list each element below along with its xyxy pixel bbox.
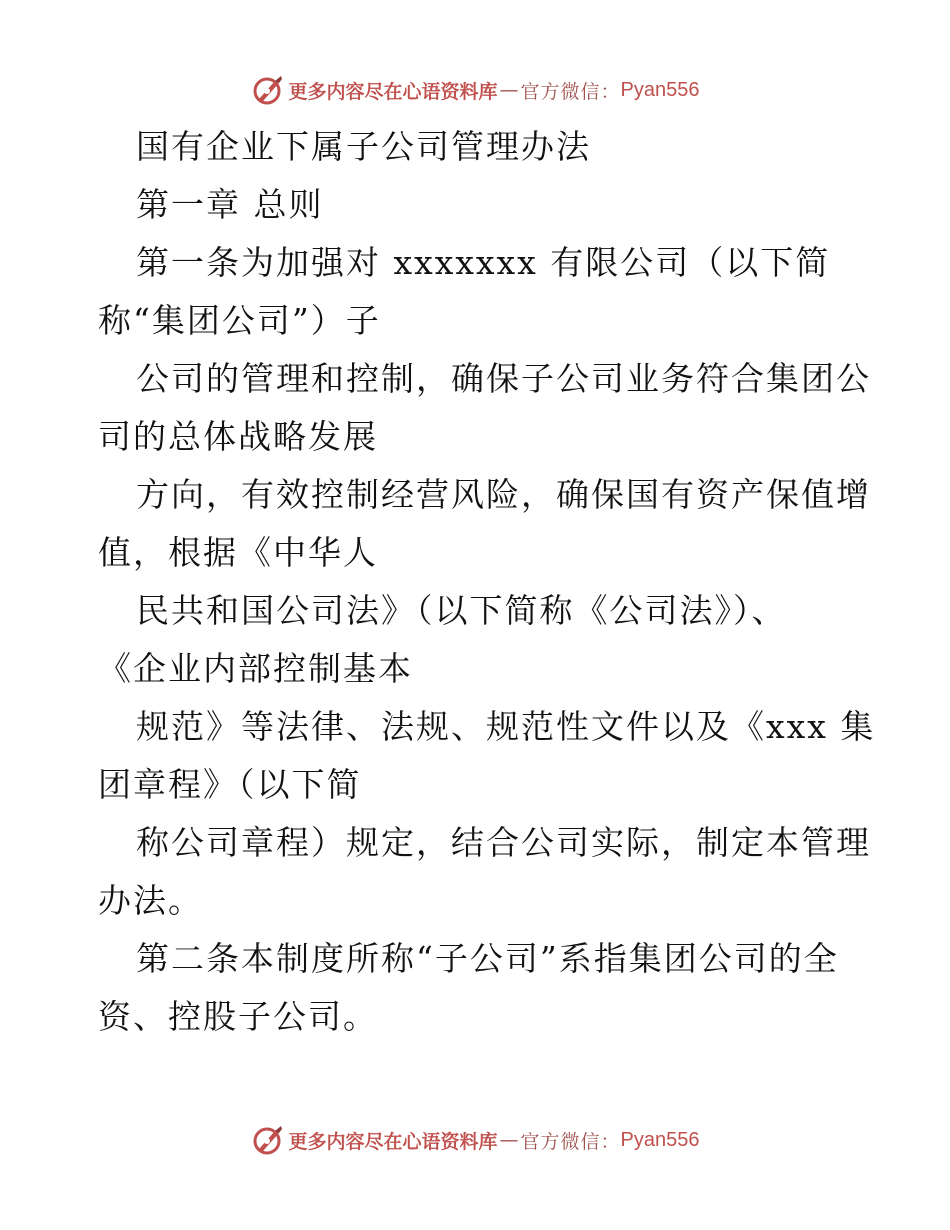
banner-slogan: 更多内容尽在心语资料库 [288,80,498,103]
doc-line: 第一条为加强对 xxxxxxx 有限公司（以下简 [136,243,831,282]
quill-logo-icon [251,73,285,107]
doc-line: 公司的管理和控制，确保子公司业务符合集团公 [136,359,871,398]
doc-line: 称公司章程）规定，结合公司实际，制定本管理 [136,823,871,862]
doc-line: 团章程》（以下简 [98,765,362,804]
banner-wechat-id: Pyan556 [620,78,700,101]
doc-line: 称“集团公司”）子 [98,301,381,340]
doc-line: 办法。 [98,881,203,920]
doc-line: 资、控股子公司。 [98,997,378,1036]
banner-dash: — [499,1129,519,1151]
doc-line: 《企业内部控制基本 [98,649,413,688]
banner-dash: — [499,79,519,101]
doc-line: 值，根据《中华人 [98,533,378,572]
banner-slogan: 更多内容尽在心语资料库 [288,1130,498,1153]
document-body [98,118,876,1046]
doc-line: 第一章 总则 [136,185,324,224]
header-banner [0,70,950,110]
banner-wechat-id: Pyan556 [620,1128,700,1151]
footer-banner [0,1120,950,1160]
doc-line: 第二条本制度所称“子公司”系指集团公司的全 [136,939,839,978]
banner-wechat-label: 官方微信： [520,1130,621,1153]
quill-logo-icon [251,1123,285,1157]
banner-wechat-label: 官方微信： [520,80,621,103]
doc-line: 民共和国公司法》（以下简称《公司法》）、 [136,591,787,630]
doc-line: 规范》等法律、法规、规范性文件以及《xxx 集 [136,707,876,746]
doc-line: 司的总体战略发展 [98,417,378,456]
doc-line: 方向，有效控制经营风险，确保国有资产保值增 [136,475,871,514]
doc-line: 国有企业下属子公司管理办法 [136,127,591,166]
